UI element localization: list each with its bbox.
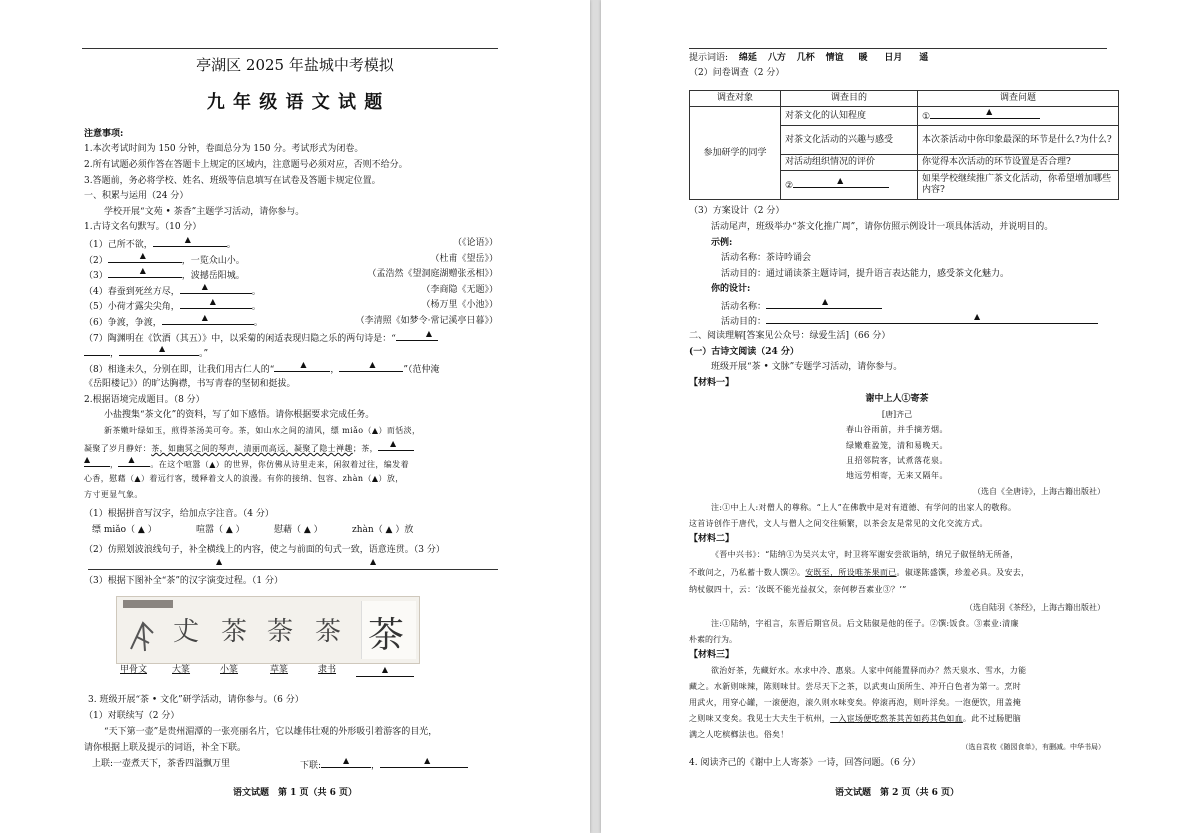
poem-line: 绿嫩难盈笼，清和易晚天。 [846, 441, 948, 450]
example-name: 活动名称：茶诗吟诵会 [721, 253, 812, 263]
answer-blank[interactable]: ▲ [180, 299, 252, 309]
notice-3: 3.答题前，务必将学校、姓名、班级等信息填写在试卷及答题卡规定位置。 [84, 176, 381, 186]
passage-line: 凝聚了岁月静好：茶，如幽冥之间的琴声，清丽而高远，凝聚了隐士禅趣；茶， ▲ [84, 441, 414, 454]
material-3-label: 【材料三】 [689, 650, 735, 660]
poem-item: （5）小荷才露尖尖角， ▲ 。 [84, 297, 261, 312]
large-seal-glyph: 𠀋 [173, 617, 200, 647]
regular-script-glyph: 茶 [368, 615, 405, 656]
exam-header: 亭湖区 2025 年盐城中考模拟 [196, 56, 394, 74]
answer-blank[interactable]: ▲ [162, 315, 254, 325]
material-1-label: 【材料一】 [689, 378, 735, 388]
underlined-sentence: 一入宦场便吃熬茶其苦如药其色如血 [830, 714, 963, 723]
page-footer: 语文试题 第 2 页（共 6 页） [834, 788, 960, 798]
table-header: 调查对象 [690, 91, 781, 107]
page-title: 九 年 级 语 文 试 题 [206, 92, 384, 113]
question-1: 1.古诗文名句默写。（10 分） [84, 222, 202, 232]
material-2-line: 《晋中兴书》：“陆纳①为吴兴太守，时卫将军谢安尝欲诣纳，纳兄子俶怪纳无所备， [711, 550, 1019, 559]
hint-words: 提示词语: 绵延 八方 几杯 情谊 暖 日月 遥 [689, 53, 929, 63]
table-cell-answer[interactable]: ① ▲ [918, 107, 1119, 126]
answer-blank[interactable]: ▲ [378, 441, 414, 451]
table-cell: 本次茶活动中你印象最深的环节是什么?为什么? [918, 126, 1119, 155]
couplet-upper: 上联:一壶煮天下，茶香四溢飘万里 [92, 759, 231, 769]
table-header: 调查问题 [918, 91, 1119, 107]
answer-blank[interactable]: ▲ [119, 346, 199, 356]
evolution-answer-blank[interactable]: ▲ [356, 664, 414, 677]
poem-item: （6）争渡，争渡， ▲ 。 [84, 313, 263, 328]
question-2-2: （2）仿照划波浪线句子，补全横线上的内容，使之与前面的句式一致，语意连贯。（3 分） [84, 545, 445, 555]
question-2-3: （3）根据下图补全“茶”的汉字演变过程。（1 分） [84, 576, 284, 586]
material-3-source: （选自袁枚《随园食单》，有删减。中华书局） [961, 743, 1105, 751]
passage-line: 心香，慰藉（▲）着远行客，缓释着文人的浪漫。有你的接纳、包容、zhàn（▲）放， [84, 474, 404, 483]
poem-item-7-cont: ， ▲ 。” [84, 346, 208, 360]
answer-blank[interactable]: ▲ [339, 362, 403, 372]
answer-blank[interactable]: ▲ [108, 253, 182, 263]
design-goal: 活动目的： ▲ [721, 314, 1098, 328]
passage-line: 新茶嫩叶绿如玉，煎得茶汤美可夸。茶，如山水之间的清风，缥 miǎo（▲）而恬淡， [104, 426, 421, 435]
question-4: 4. 阅读齐己的《谢中上人寄茶》一诗，回答问题。（6 分） [689, 758, 921, 768]
oracle-bone-glyph-icon [123, 613, 159, 657]
regular-script-box [361, 601, 416, 659]
header-rule [689, 48, 1107, 49]
poem-line: 春山谷雨前，并手摘芳烟。 [846, 425, 948, 434]
question-3: 3. 班级开展“茶 • 文化”研学活动，请你参与。（6 分） [88, 695, 304, 705]
poem-line: 且招邻院客，试煮落花泉。 [846, 456, 948, 465]
pinyin-item: 喧嚣（ ▲ ） [196, 525, 245, 535]
question-2-1: （1）根据拼音写汉字，给加点字注音。（4 分） [84, 509, 274, 519]
material-2-label: 【材料二】 [689, 534, 735, 544]
answer-blank[interactable]: ▲ [396, 331, 438, 341]
header-rule [82, 48, 498, 49]
poem-source: （选自《全唐诗》，上海古籍出版社） [973, 487, 1105, 496]
pinyin-item: zhàn（ ▲ ）放 [352, 525, 414, 535]
answer-blank[interactable]: ▲ [380, 758, 468, 768]
question-3-1-text: “天下第一壶”是贵州湄潭的一张亮丽名片，它以雄伟壮观的外形吸引着游客的目光， [104, 727, 438, 737]
section-1-heading: 一、积累与运用（24 分） [84, 191, 189, 201]
wavy-sentence: 茶，如幽冥之间的琴声，清丽而高远，凝聚了隐士禅趣 [151, 444, 353, 453]
table-cell: 你觉得本次活动的环节设置是否合理? [918, 155, 1119, 171]
question-3-3-text: 活动尾声，班级举办“茶文化推广周”，请你仿照示例设计一项具体活动，并说明目的。 [711, 222, 1054, 232]
material-2-line: 不敢问之，乃私蓄十数人馔②。安既至，所设唯茶果而已。俶遂陈盛馔，珍羞必具。及安去， [689, 568, 1030, 577]
underlined-sentence: 安既至，所设唯茶果而已 [805, 568, 897, 577]
poem-author: [唐]齐己 [881, 410, 913, 419]
answer-blank[interactable]: ▲ [766, 299, 882, 309]
design-label: 你的设计: [711, 284, 751, 294]
subsection-heading: (一）古诗文阅读（24 分） [689, 347, 799, 357]
poem-item-7: （7）陶渊明在《饮酒（其五）》中，以采菊的闲适表现归隐之乐的两句诗是：“ ▲ [84, 331, 438, 345]
tea-evolution-image [116, 596, 420, 664]
poem-item-8: （8）相逢未久，分别在即，让我们用古仁人的“ ▲ ， ▲ ”（范仲淹 [84, 360, 440, 375]
subsection-intro: 班级开展“茶 • 文脉”专题学习活动，请你参与。 [711, 362, 903, 372]
answer-blank[interactable]: ▲ [108, 268, 182, 278]
note-1: 注:①中上人:对僧人的尊称。“上人”在佛教中是对有道德、有学问的出家人的敬称。 [711, 503, 1017, 512]
poem-source: （杜甫《望岳》） [430, 254, 498, 264]
poem-source: （李清照《如梦令·常记溪亭日暮》） [355, 316, 498, 326]
image-banner [123, 600, 173, 608]
poem-item: （4）春蚕到死丝方尽， ▲ 。 [84, 282, 261, 297]
evolution-label: 大篆 [172, 665, 191, 675]
question-3-1: （1）对联续写（2 分） [84, 711, 180, 721]
material-3-line: 满之人吃槟榔法也。俗矣！ [689, 730, 789, 739]
evolution-label: 甲骨文 [120, 665, 148, 675]
material-3-line: 之则味又变矣。我见士大夫生于杭州，一入宦场便吃熬茶其苦如药其色如血。此不过肠肥脑 [689, 714, 1022, 723]
answer-blank[interactable]: ▲ [274, 362, 330, 372]
material-3-line: 用武火，用穿心罐，一滚便泡，滚久则水味变矣。停滚再泡，则叶浮矣。一泡便饮，用盖掩 [689, 698, 1021, 707]
answer-blank[interactable]: ▲ [766, 314, 1098, 324]
page-1 [0, 0, 590, 833]
table-header: 调查目的 [781, 91, 918, 107]
notice-heading: 注意事项: [84, 129, 124, 139]
evolution-label: 隶书 [318, 665, 337, 675]
question-3-1-text: 请你根据上联及提示的词语，补全下联。 [84, 743, 247, 753]
poem-source: （杨万里《小池》） [421, 300, 498, 310]
design-name: 活动名称： ▲ [721, 299, 882, 313]
question-3-3: （3）方案设计（2 分） [689, 206, 785, 216]
small-seal-glyph: 茶 [221, 617, 248, 647]
poem-line: 地远劳相寄，无来又隔年。 [846, 471, 948, 480]
answer-blank[interactable]: ▲ [84, 457, 110, 467]
answer-blank[interactable]: ▲ [321, 758, 371, 768]
material-3-line: 欲治好茶，先藏好水。水求中冷、惠泉。人家中何能置驿而办？然天泉水、雪水，力能 [711, 666, 1027, 675]
table-cell-answer[interactable]: ② ▲ [781, 171, 918, 200]
table-cell: 对茶文化的认知程度 [781, 107, 918, 126]
note-2: 注:①陆纳，字祖言，东晋后期官员。后文陆俶是他的侄子。②馔:饭食。③素业:清廉 [711, 619, 1019, 628]
material-2-line: 纳杖俶四十，云：‘汝既不能光益叔父，奈何秽吾素业③？’” [689, 585, 907, 594]
answer-marker: ▲ [370, 557, 377, 566]
page-2 [601, 0, 1193, 833]
poem-source: （《论语》） [452, 238, 498, 248]
example-label: 示例: [711, 238, 733, 248]
pinyin-item: 慰藉（ ▲ ） [274, 525, 323, 535]
poem-title: 谢中上人①寄茶 [865, 394, 929, 404]
page-gap [590, 0, 601, 833]
poem-item: （2） ▲ ，一览众山小。 [84, 251, 245, 266]
table-object: 参加研学的同学 [690, 107, 781, 200]
question-2-intro: 小盐搜集“茶文化”的资料，写了如下感悟。请你根据要求完成任务。 [104, 410, 375, 420]
example-goal: 活动目的：通过诵读茶主题诗词，提升语言表达能力，感受茶文化魅力。 [721, 269, 1010, 279]
cursive-seal-glyph: 荼 [267, 617, 294, 647]
poem-item: （1）己所不欲， ▲ 。 [84, 235, 236, 250]
evolution-label: 小篆 [220, 665, 239, 675]
answer-blank[interactable]: ▲ [153, 237, 227, 247]
section-1-intro: 学校开展“文苑 • 茶香”主题学习活动，请你参与。 [104, 207, 305, 217]
answer-blank[interactable] [84, 346, 110, 356]
clerical-glyph: 茶 [315, 617, 342, 647]
material-2-source: （选自陆羽《茶经》，上海古籍出版社） [965, 603, 1105, 612]
poem-source: （李商隐《无题》） [421, 285, 498, 295]
note-2-cont: 朴素的行为。 [689, 635, 737, 644]
evolution-label: 草篆 [270, 665, 289, 675]
notice-1: 1.本次考试时间为 150 分钟，卷面总分为 150 分。考试形式为闭卷。 [84, 144, 364, 154]
poem-item-8-cont: 《岳阳楼记》）的旷达胸襟，书写青春的坚韧和挺拔。 [84, 379, 296, 389]
answer-marker: ▲ [216, 557, 223, 566]
table-cell: 对活动组织情况的评价 [781, 155, 918, 171]
question-2: 2.根据语境完成题目。（8 分） [84, 395, 205, 405]
pinyin-item: 缥 miǎo（ ▲ ） [92, 525, 157, 535]
answer-blank[interactable]: ▲ [118, 457, 150, 467]
answer-line[interactable] [88, 569, 498, 570]
material-3-line: 藏之。水新则味辣，陈则味甘。尝尽天下之茶，以武夷山顶所生、冲开白色者为第一。烹时 [689, 682, 1021, 691]
section-2-heading: 二、阅读理解[答案见公众号：绿爱生活]（66 分） [689, 331, 891, 341]
answer-blank[interactable]: ▲ [180, 284, 252, 294]
page-footer: 语文试题 第 1 页（共 6 页） [232, 788, 358, 798]
passage-line: 方寸更显气象。 [84, 490, 143, 499]
table-cell: 对茶文化活动的兴趣与感受 [781, 126, 918, 155]
table-cell: 如果学校继续推广茶文化活动，你希望增加哪些内容? [918, 171, 1119, 200]
note-1-cont: 这首诗创作于唐代，文人与僧人之间交往频繁，以茶会友是常见的文化交流方式。 [689, 519, 988, 528]
couplet-lower: 下联: ▲ ， ▲ [300, 758, 468, 772]
question-3-2: （2）问卷调查（2 分） [689, 68, 785, 78]
survey-table [689, 90, 1119, 200]
passage-line: ▲ ， ▲ 。在这个喧嚣（▲）的世界，你仿佛从诗里走来，闲叙着过往，编发着 [84, 455, 409, 469]
poem-item: （3） ▲ ，波撼岳阳城。 [84, 266, 245, 281]
notice-2: 2.所有试题必须作答在答题卡上规定的区域内，注意题号必须对应，否则不给分。 [84, 160, 408, 170]
poem-source: （孟浩然《望洞庭湖赠张丞相》） [367, 269, 498, 279]
